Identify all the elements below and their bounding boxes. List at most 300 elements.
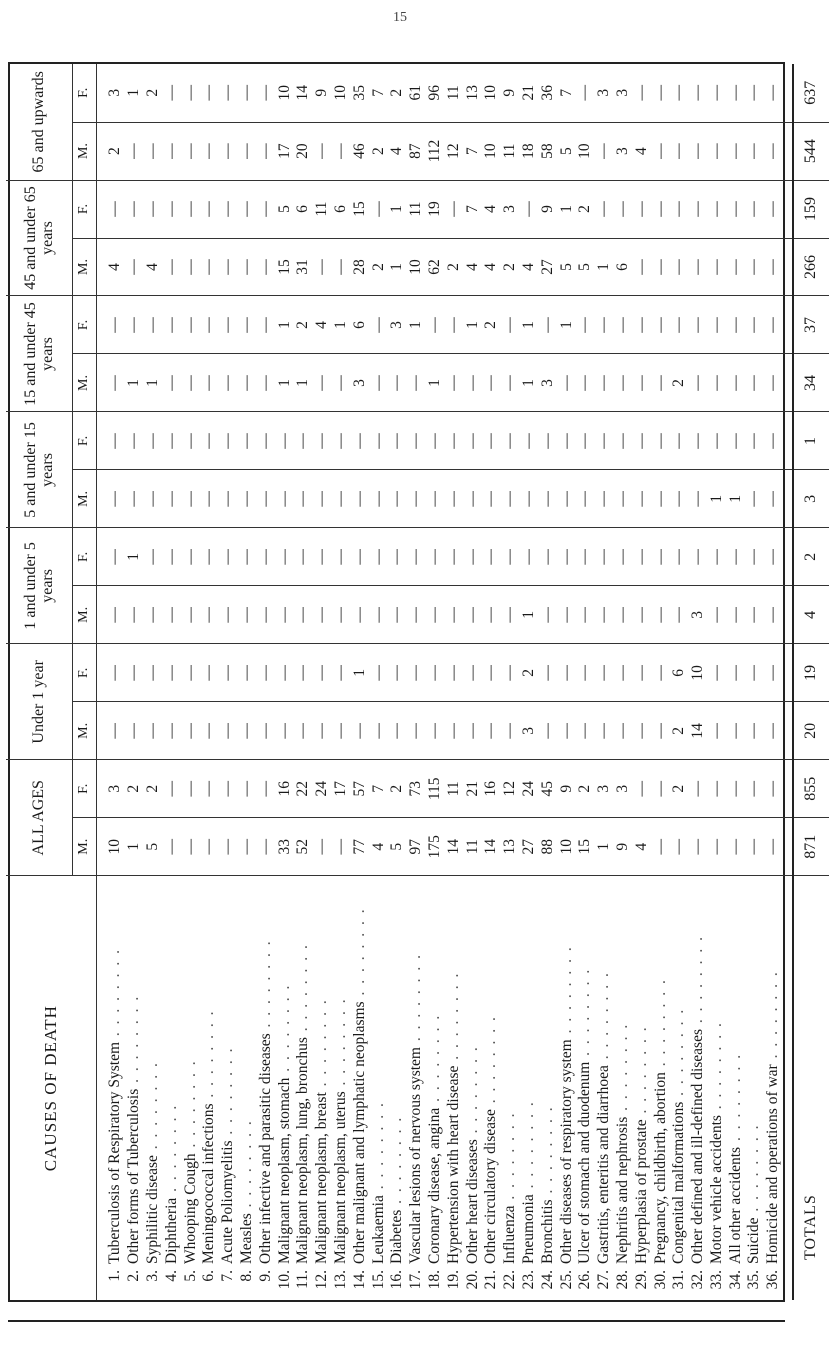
count-cell: — (538, 412, 557, 470)
count-cell: — (106, 354, 125, 412)
count-cell: — (313, 354, 332, 412)
cause-name: Pregnancy, childbirth, abortion (651, 1072, 669, 1264)
count-cell: 6 (332, 180, 351, 238)
count-cell: — (482, 702, 501, 760)
count-cell: — (651, 818, 670, 876)
cause-cell (256, 876, 275, 1300)
spacer-cell (783, 354, 793, 412)
cause-cell (501, 876, 520, 1300)
count-cell: 2 (388, 760, 407, 818)
spacer-cell (96, 296, 106, 354)
count-cell: 61 (407, 64, 426, 122)
count-cell: 18 (520, 122, 539, 180)
count-cell: 4 (463, 238, 482, 296)
count-cell: — (219, 122, 238, 180)
total-cell: 1 (793, 412, 829, 470)
age-group-header: 45 and under 65 years (6, 180, 72, 296)
count-cell: — (125, 702, 144, 760)
count-cell: — (708, 64, 727, 122)
count-cell: — (275, 702, 294, 760)
count-cell: — (238, 180, 257, 238)
count-cell: 2 (106, 122, 125, 180)
cause-cell (106, 876, 125, 1300)
count-cell: — (350, 528, 369, 586)
cause-name: Malignant neoplasm, uterus (331, 1091, 349, 1264)
count-cell: — (538, 702, 557, 760)
spacer-cell (783, 876, 793, 1300)
count-cell: 1 (294, 354, 313, 412)
count-cell: 16 (482, 760, 501, 818)
spacer-cell (783, 64, 793, 122)
row-number: 13. (331, 1270, 349, 1290)
count-cell: — (614, 702, 633, 760)
count-cell: 3 (614, 64, 633, 122)
count-cell: — (708, 180, 727, 238)
female-column-header: F. (72, 64, 96, 122)
count-cell: — (708, 644, 727, 702)
row-number: 19. (444, 1270, 462, 1290)
count-cell: — (595, 122, 614, 180)
count-cell: 2 (294, 296, 313, 354)
count-cell: — (595, 180, 614, 238)
count-cell: — (614, 180, 633, 238)
row-number: 7. (219, 1270, 237, 1282)
row-number: 5. (181, 1270, 199, 1282)
dot-leader: . . . . . . . . (369, 1101, 387, 1196)
table-row (106, 64, 125, 1300)
dot-leader: . . . . . . . . (538, 1105, 556, 1200)
count-cell: 10 (407, 238, 426, 296)
count-cell: 1 (144, 354, 163, 412)
table-row (332, 64, 351, 1300)
count-cell: 13 (501, 818, 520, 876)
count-cell: — (726, 644, 745, 702)
count-cell: 11 (444, 64, 463, 122)
count-cell: — (708, 818, 727, 876)
count-cell: 5 (576, 238, 595, 296)
count-cell: — (200, 354, 219, 412)
count-cell: 20 (294, 122, 313, 180)
count-cell: — (689, 818, 708, 876)
count-cell: 17 (332, 760, 351, 818)
count-cell: — (745, 64, 764, 122)
count-cell: — (651, 586, 670, 644)
count-cell: — (200, 818, 219, 876)
count-cell: 10 (482, 64, 501, 122)
row-number: 12. (313, 1270, 331, 1290)
cause-cell (595, 876, 614, 1300)
count-cell: 4 (144, 238, 163, 296)
count-cell: — (501, 412, 520, 470)
spacer-cell (96, 818, 106, 876)
count-cell: — (181, 586, 200, 644)
count-cell: 1 (595, 818, 614, 876)
count-cell: — (388, 528, 407, 586)
count-cell: — (726, 412, 745, 470)
count-cell: — (162, 470, 181, 528)
count-cell: — (144, 470, 163, 528)
count-cell: — (426, 644, 445, 702)
spacer-cell (96, 64, 106, 122)
count-cell: — (181, 470, 200, 528)
row-number: 15. (369, 1270, 387, 1290)
count-cell: — (256, 528, 275, 586)
count-cell: — (726, 238, 745, 296)
count-cell: — (689, 180, 708, 238)
count-cell: 3 (538, 354, 557, 412)
count-cell: 1 (388, 238, 407, 296)
count-cell: — (764, 702, 783, 760)
count-cell: 88 (538, 818, 557, 876)
count-cell: — (106, 412, 125, 470)
spacer-cell (783, 122, 793, 180)
count-cell: — (181, 760, 200, 818)
count-cell: — (125, 586, 144, 644)
count-cell: — (238, 412, 257, 470)
count-cell: — (501, 586, 520, 644)
count-cell: — (764, 470, 783, 528)
cause-name: Bronchitis (538, 1199, 556, 1264)
count-cell: 21 (520, 64, 539, 122)
count-cell: — (614, 354, 633, 412)
count-cell: — (463, 702, 482, 760)
count-cell: — (313, 644, 332, 702)
cause-name: Diphtheria (162, 1197, 180, 1264)
count-cell: — (256, 354, 275, 412)
count-cell: — (745, 702, 764, 760)
cause-cell (557, 876, 576, 1300)
count-cell: — (125, 296, 144, 354)
count-cell: — (670, 412, 689, 470)
count-cell: — (632, 64, 651, 122)
cause-cell (520, 876, 539, 1300)
count-cell: — (745, 412, 764, 470)
count-cell: 5 (557, 238, 576, 296)
dot-leader: . . . . . . . . (444, 971, 462, 1066)
count-cell: 2 (125, 760, 144, 818)
count-cell: — (238, 528, 257, 586)
count-cell: 2 (388, 64, 407, 122)
count-cell: 2 (576, 180, 595, 238)
row-number: 30. (651, 1270, 669, 1290)
table-row (200, 64, 219, 1300)
count-cell: 3 (520, 702, 539, 760)
count-cell: 6 (614, 238, 633, 296)
count-cell: — (275, 644, 294, 702)
cause-cell (670, 876, 689, 1300)
count-cell: — (407, 354, 426, 412)
count-cell: — (256, 760, 275, 818)
count-cell: 4 (388, 122, 407, 180)
count-cell: — (444, 702, 463, 760)
count-cell: — (576, 296, 595, 354)
count-cell: 28 (350, 238, 369, 296)
count-cell: 6 (294, 180, 313, 238)
count-cell: 175 (426, 818, 445, 876)
dot-leader: . . . . . . . . (463, 1045, 481, 1140)
count-cell: — (313, 818, 332, 876)
count-cell: — (764, 180, 783, 238)
count-cell: 2 (369, 238, 388, 296)
spacer-cell (783, 528, 793, 586)
count-cell: — (219, 354, 238, 412)
cause-cell (181, 876, 200, 1300)
cause-cell (614, 876, 633, 1300)
count-cell: — (632, 760, 651, 818)
count-cell: — (557, 644, 576, 702)
count-cell: 15 (350, 180, 369, 238)
causes-of-death-table (6, 64, 829, 1300)
count-cell: 22 (294, 760, 313, 818)
dot-leader: . . . . . . . . (162, 1103, 180, 1198)
count-cell: 27 (538, 238, 557, 296)
count-cell: — (200, 644, 219, 702)
count-cell: — (294, 644, 313, 702)
count-cell: — (444, 296, 463, 354)
count-cell: 5 (388, 818, 407, 876)
count-cell: — (106, 644, 125, 702)
count-cell: — (726, 122, 745, 180)
row-number: 34. (726, 1270, 744, 1290)
count-cell: — (162, 528, 181, 586)
spacer-cell (96, 238, 106, 296)
total-cell: 871 (793, 818, 829, 876)
count-cell: — (726, 528, 745, 586)
count-cell: — (313, 412, 332, 470)
count-cell: — (200, 412, 219, 470)
count-cell: — (369, 296, 388, 354)
female-column-header: F. (72, 760, 96, 818)
count-cell: — (238, 238, 257, 296)
table-row (350, 64, 369, 1300)
count-cell: 13 (463, 64, 482, 122)
cause-name: Congenital malformations (670, 1101, 688, 1264)
count-cell: — (106, 586, 125, 644)
row-number: 1. (106, 1270, 124, 1282)
count-cell: — (651, 122, 670, 180)
cause-name: Other infective and parasitic diseases (256, 1033, 274, 1264)
count-cell: — (576, 412, 595, 470)
count-cell: — (708, 238, 727, 296)
causes-header: CAUSES OF DEATH (6, 876, 96, 1300)
count-cell: — (144, 180, 163, 238)
mortality-table-rotated (6, 64, 820, 1300)
cause-name: Diabetes (388, 1209, 406, 1264)
count-cell: 96 (426, 64, 445, 122)
count-cell: — (632, 354, 651, 412)
table-row (651, 64, 670, 1300)
count-cell: — (388, 470, 407, 528)
count-cell: 7 (463, 122, 482, 180)
dot-leader: . . . . . . . . (313, 998, 331, 1093)
count-cell: — (632, 180, 651, 238)
row-number: 33. (707, 1270, 725, 1290)
dot-leader: . . . . . . . . (651, 978, 669, 1073)
count-cell: — (162, 354, 181, 412)
count-cell: 1 (350, 644, 369, 702)
total-cell: 3 (793, 470, 829, 528)
count-cell: — (726, 296, 745, 354)
count-cell: 2 (144, 64, 163, 122)
count-cell: — (745, 528, 764, 586)
count-cell: 7 (557, 64, 576, 122)
count-cell: 1 (557, 296, 576, 354)
count-cell: — (745, 586, 764, 644)
cause-cell (576, 876, 595, 1300)
count-cell: — (576, 64, 595, 122)
count-cell: 4 (482, 180, 501, 238)
count-cell: 12 (444, 122, 463, 180)
count-cell: — (162, 412, 181, 470)
count-cell: 58 (538, 122, 557, 180)
count-cell: 3 (614, 122, 633, 180)
spacer-cell (96, 412, 106, 470)
count-cell: 1 (520, 296, 539, 354)
count-cell: — (144, 586, 163, 644)
total-cell: 4 (793, 586, 829, 644)
cause-cell (125, 876, 144, 1300)
table-row (426, 64, 445, 1300)
count-cell: — (501, 528, 520, 586)
count-cell: — (557, 412, 576, 470)
cause-name: Other heart diseases (463, 1139, 481, 1264)
count-cell: — (332, 470, 351, 528)
male-column-header: M. (72, 238, 96, 296)
count-cell: — (670, 818, 689, 876)
count-cell: — (689, 64, 708, 122)
count-cell: — (632, 586, 651, 644)
count-cell: — (332, 528, 351, 586)
cause-cell (275, 876, 294, 1300)
count-cell: — (520, 412, 539, 470)
count-cell: 35 (350, 64, 369, 122)
total-cell: 855 (793, 760, 829, 818)
count-cell: 11 (407, 180, 426, 238)
spacer-cell (96, 586, 106, 644)
dot-leader: . . . . . . . . (689, 935, 707, 1029)
dot-leader: . . . . . . . . (331, 997, 349, 1092)
cause-cell (407, 876, 426, 1300)
count-cell: — (162, 180, 181, 238)
row-number: 10. (275, 1270, 293, 1290)
total-cell: 159 (793, 180, 829, 238)
count-cell: — (162, 818, 181, 876)
count-cell: — (764, 122, 783, 180)
count-cell: 2 (501, 238, 520, 296)
count-cell: — (407, 644, 426, 702)
count-cell: 10 (332, 64, 351, 122)
count-cell: — (313, 528, 332, 586)
count-cell: — (651, 528, 670, 586)
count-cell: 1 (275, 354, 294, 412)
count-cell: — (162, 586, 181, 644)
count-cell: 31 (294, 238, 313, 296)
count-cell: — (275, 412, 294, 470)
count-cell: 10 (482, 122, 501, 180)
count-cell: 3 (501, 180, 520, 238)
count-cell: — (482, 470, 501, 528)
count-cell: — (726, 180, 745, 238)
count-cell: — (745, 180, 764, 238)
count-cell: — (200, 296, 219, 354)
count-cell: — (407, 412, 426, 470)
count-cell: — (482, 586, 501, 644)
table-row (256, 64, 275, 1300)
table-row (275, 64, 294, 1300)
count-cell: — (689, 412, 708, 470)
count-cell: — (557, 586, 576, 644)
count-cell: 14 (444, 818, 463, 876)
count-cell: — (181, 238, 200, 296)
count-cell: — (181, 644, 200, 702)
count-cell: 9 (614, 818, 633, 876)
count-cell: 1 (125, 528, 144, 586)
cause-name: Pneumonia (519, 1194, 537, 1264)
count-cell: — (670, 528, 689, 586)
count-cell: 7 (369, 64, 388, 122)
count-cell: 10 (557, 818, 576, 876)
count-cell: 112 (426, 122, 445, 180)
count-cell: — (670, 122, 689, 180)
table-row (745, 64, 764, 1300)
dot-leader: . . . . . . . . (501, 1111, 519, 1206)
count-cell: — (369, 354, 388, 412)
count-cell: — (482, 412, 501, 470)
count-cell: — (219, 180, 238, 238)
count-cell: — (557, 354, 576, 412)
cause-name: Other forms of Tuberculosis (125, 1088, 143, 1264)
count-cell: — (350, 412, 369, 470)
count-cell: — (482, 644, 501, 702)
count-cell: — (332, 354, 351, 412)
dot-leader: . . . . . . . . (219, 1046, 237, 1141)
dot-leader: . . . . . . . . (670, 1007, 688, 1102)
female-column-header: F. (72, 644, 96, 702)
count-cell: 1 (520, 586, 539, 644)
count-cell: 1 (125, 818, 144, 876)
dot-leader: . . . . . . . . (613, 1022, 631, 1117)
cause-cell (708, 876, 727, 1300)
male-column-header: M. (72, 702, 96, 760)
count-cell: — (595, 644, 614, 702)
count-cell: — (764, 760, 783, 818)
count-cell: — (200, 238, 219, 296)
male-column-header: M. (72, 470, 96, 528)
cause-cell (388, 876, 407, 1300)
cause-cell (444, 876, 463, 1300)
cause-name: Homicide and operations of war (764, 1064, 782, 1264)
count-cell: — (313, 470, 332, 528)
count-cell: — (576, 644, 595, 702)
count-cell: — (162, 122, 181, 180)
count-cell: — (557, 528, 576, 586)
cause-cell (745, 876, 764, 1300)
count-cell: — (219, 296, 238, 354)
count-cell: — (219, 702, 238, 760)
count-cell: — (726, 702, 745, 760)
count-cell: — (501, 470, 520, 528)
count-cell: — (726, 818, 745, 876)
count-cell: 62 (426, 238, 445, 296)
cause-cell (538, 876, 557, 1300)
dot-leader: . . . . . . . . (425, 1013, 443, 1108)
count-cell: — (219, 412, 238, 470)
count-cell: — (764, 818, 783, 876)
total-cell: 19 (793, 644, 829, 702)
table-row (219, 64, 238, 1300)
count-cell: 16 (275, 760, 294, 818)
count-cell: — (614, 644, 633, 702)
